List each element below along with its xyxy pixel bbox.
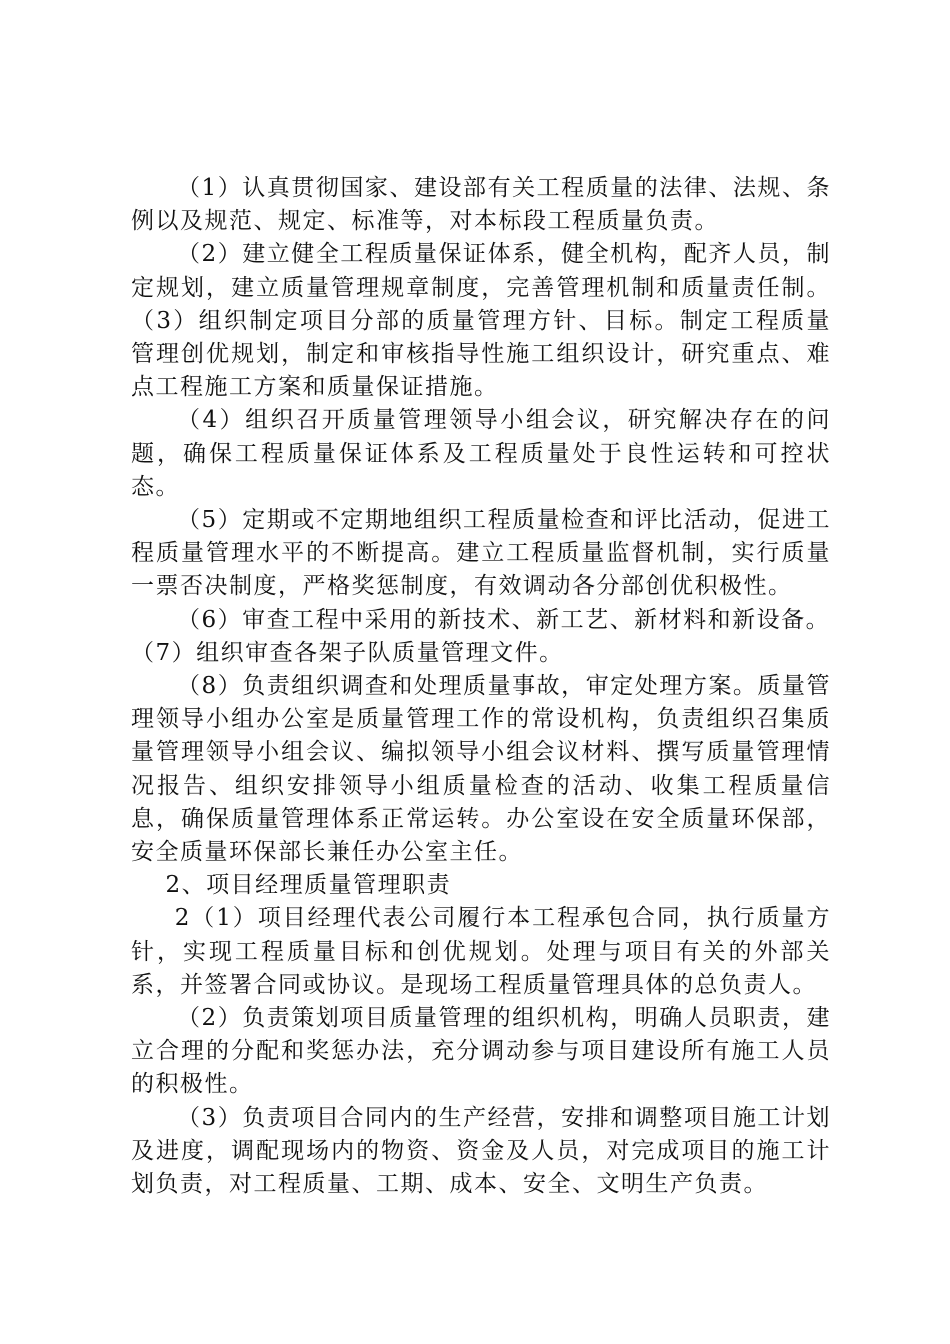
document-body [131, 172, 831, 1201]
paragraph-10: （3）负责项目合同内的生产经营，安排和调整项目施工计划及进度，调配现场内的物资、资金及人员，对完成项目的施工计划负责，对工程质量、工期、成本、安全、文明生产负责。 [131, 1104, 831, 1198]
paragraph-2: （2）建立健全工程质量保证体系，健全机构，配齐人员，制定规划，建立质量管理规章制度，完善管理机制和质量责任制。（3）组织制定项目分部的质量管理方针、目标。制定工程质量管理创优规划，制定和审核指导性施工组织设计，研究重点、难点工程施工方案和质量保证措施。 [131, 241, 831, 401]
section-heading: 2、项目经理质量管理职责 [165, 872, 452, 899]
paragraph-5: （6）审查工程中采用的新技术、新工艺、新材料和新设备。 [177, 606, 831, 633]
paragraph-7: （8）负责组织调查和处理质量事故，审定处理方案。质量管理领导小组办公室是质量管理工作的常设机构，负责组织召集质量管理领导小组会议、编拟领导小组会议材料、撰写质量管理情况报告、组织安排领导小组质量检查的活动、收集工程质量信息，确保质量管理体系正常运转。办公室设在安全质量环保部，安全质量环保部长兼任办公室主任。 [131, 673, 831, 866]
paragraph-8: 2（1）项目经理代表公司履行本工程承包合同，执行质量方针，实现工程质量目标和创优规划。处理与项目有关的外部关系，并签署合同或协议。是现场工程质量管理具体的总负责人。 [131, 905, 831, 998]
paragraph-3: （4）组织召开质量管理领导小组会议，研究解决存在的问题，确保工程质量保证体系及工程质量处于良性运转和可控状态。 [131, 407, 831, 500]
paragraph-6: （7）组织审查各架子队质量管理文件。 [131, 639, 564, 666]
paragraph-9: （2）负责策划项目质量管理的组织机构，明确人员职责，建立合理的分配和奖惩办法，充分调动参与项目建设所有施工人员的积极性。 [131, 1005, 831, 1098]
paragraph-4: （5）定期或不定期地组织工程质量检查和评比活动，促进工程质量管理水平的不断提高。建立工程质量监督机制，实行质量一票否决制度，严格奖惩制度，有效调动各分部创优积极性。 [131, 507, 831, 600]
paragraph-1: （1）认真贯彻国家、建设部有关工程质量的法律、法规、条例以及规范、规定、标准等，对本标段工程质量负责。 [131, 175, 831, 235]
